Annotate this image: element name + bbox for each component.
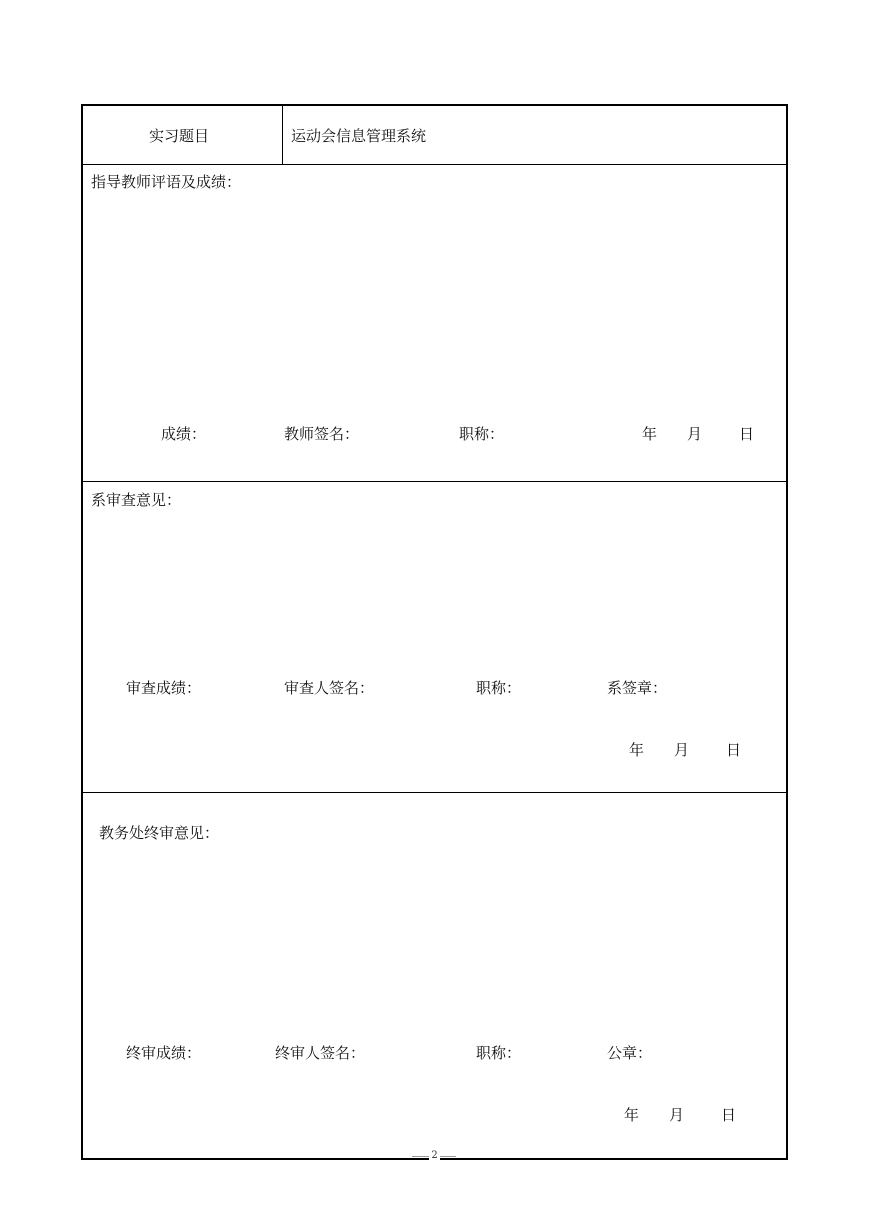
advisor-day: 日: [739, 425, 755, 443]
academic-affairs-day: 日: [721, 1106, 737, 1124]
department-heading: 系审查意见：: [91, 491, 182, 509]
divider-2: [83, 481, 786, 482]
academic-affairs-month: 月: [669, 1106, 685, 1124]
academic-affairs-title-label: 职称：: [476, 1044, 522, 1062]
evaluation-form: [81, 104, 788, 1160]
department-seal-label: 系签章：: [607, 679, 668, 697]
advisor-heading: 指导教师评语及成绩：: [91, 173, 242, 191]
academic-affairs-heading: 教务处终审意见：: [99, 824, 220, 842]
department-year: 年: [629, 741, 645, 759]
advisor-score-label: 成绩：: [161, 425, 207, 443]
academic-affairs-seal-label: 公章：: [607, 1044, 653, 1062]
advisor-signature-label: 教师签名：: [284, 425, 360, 443]
divider-1: [83, 164, 786, 165]
topic-label: 实习题目: [149, 127, 210, 145]
department-title-label: 职称：: [476, 679, 522, 697]
page-number: [0, 1150, 869, 1161]
department-score-label: 审查成绩：: [126, 679, 202, 697]
academic-affairs-score-label: 终审成绩：: [126, 1044, 202, 1062]
topic-value[interactable]: 运动会信息管理系统: [291, 127, 427, 145]
advisor-title-label: 职称：: [459, 425, 505, 443]
department-signature-label: 审查人签名：: [284, 679, 375, 697]
page-number-text: 2: [431, 1150, 438, 1161]
department-month: 月: [674, 741, 690, 759]
advisor-year: 年: [642, 425, 658, 443]
department-day: 日: [726, 741, 742, 759]
header-divider: [282, 106, 283, 164]
advisor-month: 月: [687, 425, 703, 443]
academic-affairs-signature-label: 终审人签名：: [275, 1044, 366, 1062]
academic-affairs-year: 年: [624, 1106, 640, 1124]
divider-3: [83, 792, 786, 793]
